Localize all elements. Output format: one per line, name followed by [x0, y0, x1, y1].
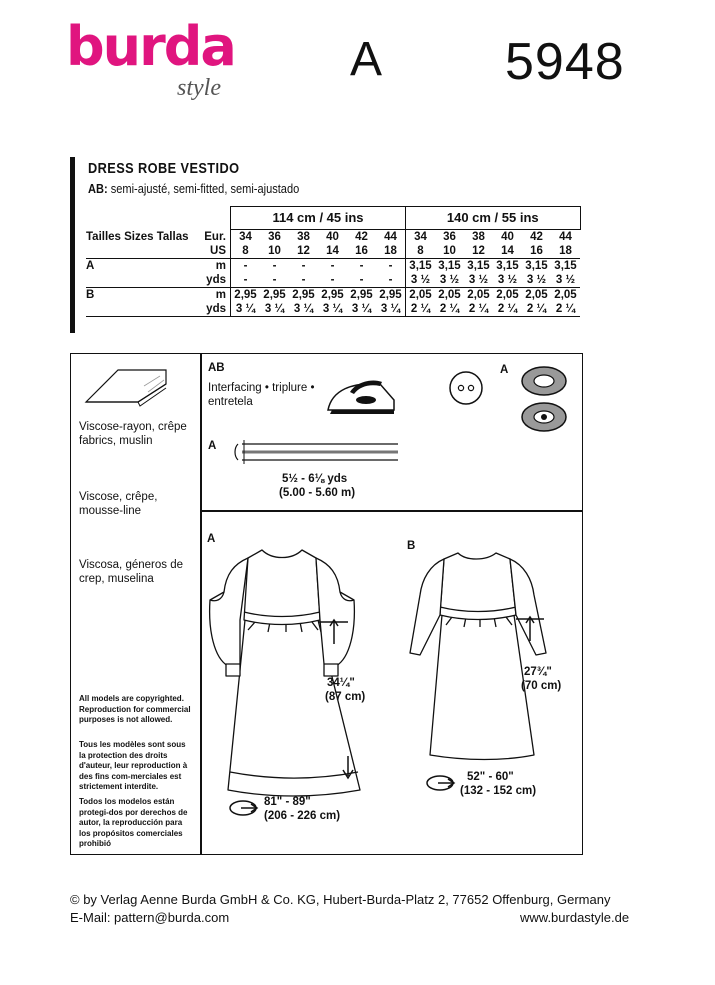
yardage-cell: 2,05: [554, 289, 577, 301]
row-view-b: B: [86, 289, 95, 301]
yardage-cell: 3 ½: [493, 273, 522, 288]
view-a-hem-cm: (206 - 226 cm): [264, 810, 341, 822]
size-eur: 34: [414, 231, 427, 243]
dress-b-illustration: [400, 545, 560, 770]
yardage-cell: 3,15: [554, 260, 577, 272]
yardage-cell: 3,15: [496, 260, 519, 272]
view-b-length-in: 27¾": [524, 666, 552, 678]
footer-email: E-Mail: pattern@burda.com: [70, 910, 230, 925]
size-us: 14: [493, 244, 522, 259]
size-us: 18: [376, 244, 406, 259]
yardage-cell: -: [243, 260, 248, 272]
pattern-number: 5948: [505, 33, 625, 91]
copyright-note-fr: Tous les modèles sont sous la protection des droits d'auteur, leur reproduction à des fins com-merciales est strictement interdite.: [79, 740, 188, 791]
view-a-length-in: 34¼": [327, 677, 355, 689]
size-eur: 36: [443, 231, 456, 243]
yardage-cell: 3 ½: [406, 273, 436, 288]
fabric-suggestion-en: Viscose-rayon, crêpe fabrics, muslin: [79, 421, 187, 447]
yardage-cell: 2,05: [438, 289, 461, 301]
yardage-cell: 2,05: [496, 289, 519, 301]
yardage-cell: -: [301, 260, 306, 272]
fabric-roll-icon: [78, 362, 168, 412]
yardage-cell: 2,95: [263, 289, 286, 301]
size-us: 16: [347, 244, 376, 259]
bias-tape-icon: [234, 436, 404, 472]
size-us: 12: [289, 244, 318, 259]
fit-text: semi-ajusté, semi-fitted, semi-ajustado: [107, 181, 300, 196]
yardage-cell: -: [359, 260, 364, 272]
view-a-length-cm: (87 cm): [325, 691, 366, 703]
size-us: 14: [318, 244, 347, 259]
view-a-hem-in: 81" - 89": [264, 796, 311, 808]
yardage-cell: 3,15: [525, 260, 548, 272]
size-us: 16: [522, 244, 551, 259]
yardage-cell: 2 ¼: [406, 302, 436, 317]
yardage-cell: 2,95: [321, 289, 344, 301]
garment-title: DRESS ROBE VESTIDO: [88, 160, 240, 177]
yardage-cell: 2,95: [292, 289, 315, 301]
yardage-cell: 2,05: [467, 289, 490, 301]
yardage-cell: 3,15: [467, 260, 490, 272]
unit-yds: yds: [204, 273, 231, 288]
yardage-cell: -: [376, 273, 406, 288]
yardage-cell: 2,95: [234, 289, 257, 301]
size-chart: [86, 206, 581, 317]
brand-logo: burda: [66, 15, 235, 78]
yardage-cell: -: [376, 259, 406, 274]
fabric-width-1: 114 cm / 45 ins: [231, 207, 406, 230]
fabric-suggestion-es: Viscosa, géneros de crep, muselina: [79, 559, 183, 585]
yardage-cell: -: [272, 260, 277, 272]
view-b-hem-in: 52" - 60": [467, 771, 514, 783]
yardage-cell: 3 ¼: [260, 302, 289, 317]
unit-yds: yds: [204, 302, 231, 317]
copyright-note-es: Todos los modelos están protegi-dos por derechos de autor, la reproducción para los propósitos comerciales prohibió: [79, 797, 188, 848]
unit-m: m: [204, 259, 231, 274]
fit-prefix: AB:: [88, 181, 108, 196]
size-eur: 36: [268, 231, 281, 243]
yardage-cell: 2,05: [525, 289, 548, 301]
size-us: 12: [464, 244, 493, 259]
snap-fastener-icon: [515, 364, 573, 436]
yardage-cell: -: [330, 260, 335, 272]
row-view-a: A: [86, 260, 95, 272]
size-us: 18: [551, 244, 580, 259]
yardage-cell: 3 ¼: [347, 302, 376, 317]
brand-logo-sub: style: [177, 75, 221, 101]
fabric-width-2: 140 cm / 55 ins: [406, 207, 581, 230]
notions-label-ab: AB: [208, 362, 225, 374]
unit-m: m: [204, 288, 231, 303]
size-label: Tailles Sizes Tallas: [86, 230, 189, 243]
row-divider: [200, 510, 583, 512]
yardage-cell: -: [231, 273, 261, 288]
view-b-hem-cm: (132 - 152 cm): [460, 785, 537, 797]
yardage-cell: -: [289, 273, 318, 288]
us-label: US: [204, 244, 231, 259]
yardage-cell: 3 ¼: [376, 302, 406, 317]
section-bar: [70, 157, 75, 333]
button-icon: [448, 370, 484, 406]
yardage-cell: 2 ¼: [435, 302, 464, 317]
yardage-cell: -: [318, 273, 347, 288]
yardage-cell: 3 ¼: [231, 302, 261, 317]
view-letter: A: [350, 33, 383, 86]
view-b-length-cm: (70 cm): [521, 680, 562, 692]
yardage-cell: 3 ½: [464, 273, 493, 288]
size-eur: 38: [472, 231, 485, 243]
iron-icon: [322, 370, 402, 418]
hem-circumference-icon: [424, 771, 460, 795]
tape-length-m: (5.00 - 5.60 m): [279, 487, 356, 499]
size-eur: 40: [501, 231, 514, 243]
yardage-cell: 3 ½: [522, 273, 551, 288]
size-eur: 34: [239, 231, 252, 243]
yardage-cell: 2,05: [409, 289, 432, 301]
fabric-suggestion-fr: Viscose, crêpe, mousse-line: [79, 491, 158, 517]
hem-circumference-icon: [227, 796, 263, 820]
size-us: 8: [406, 244, 436, 259]
yardage-cell: 2,95: [350, 289, 373, 301]
yardage-cell: 2 ¼: [464, 302, 493, 317]
size-eur: 42: [530, 231, 543, 243]
interfacing-text: Interfacing • triplure • entretela: [208, 382, 315, 408]
yardage-cell: 2,95: [376, 288, 406, 303]
yardage-cell: 3,15: [438, 260, 461, 272]
copyright-note-en: All models are copyrighted. Reproduction for commercial purposes is not allowed.: [79, 694, 191, 724]
size-eur: 38: [297, 231, 310, 243]
tape-label-a: A: [208, 440, 217, 452]
yardage-cell: 3 ½: [551, 273, 580, 288]
notions-label-a: A: [500, 364, 509, 376]
yardage-cell: 3,15: [409, 260, 432, 272]
size-eur: 44: [376, 230, 406, 245]
size-us: 8: [231, 244, 261, 259]
size-eur: 40: [326, 231, 339, 243]
yardage-cell: 2 ¼: [493, 302, 522, 317]
dress-a-illustration: [200, 540, 370, 840]
yardage-cell: 2 ¼: [551, 302, 580, 317]
size-us: 10: [260, 244, 289, 259]
view-b-label: B: [407, 540, 416, 552]
fit-description: [88, 181, 299, 196]
footer-website[interactable]: www.burdastyle.de: [520, 910, 630, 925]
yardage-cell: 2 ¼: [522, 302, 551, 317]
view-a-label: A: [207, 533, 216, 545]
eur-label: Eur.: [204, 230, 231, 245]
yardage-cell: 3 ¼: [318, 302, 347, 317]
size-us: 10: [435, 244, 464, 259]
size-eur: 44: [559, 231, 572, 243]
yardage-cell: 3 ¼: [289, 302, 318, 317]
yardage-cell: -: [347, 273, 376, 288]
yardage-cell: 3 ½: [435, 273, 464, 288]
tape-length-yds: 5½ - 6⅛ yds: [282, 473, 348, 485]
footer-copyright: © by Verlag Aenne Burda GmbH & Co. KG, Hubert-Burda-Platz 2, 77652 Offenburg, Germany: [70, 892, 611, 907]
size-eur: 42: [355, 231, 368, 243]
yardage-cell: -: [260, 273, 289, 288]
